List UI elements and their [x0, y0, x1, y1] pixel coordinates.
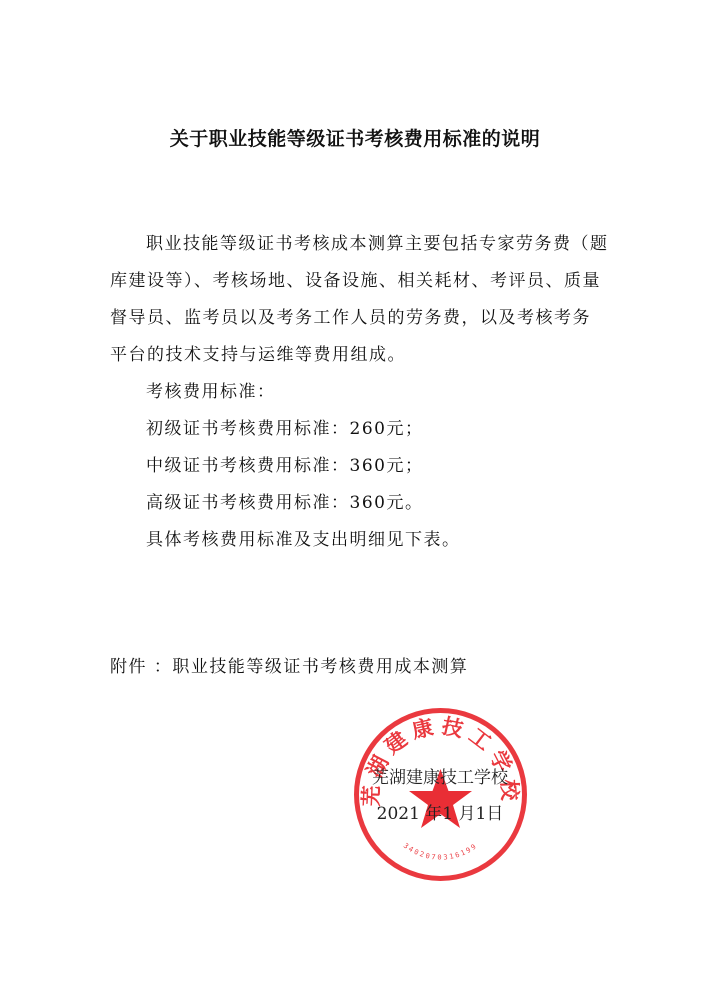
document-body — [110, 226, 610, 559]
intro-paragraph: 职业技能等级证书考核成本测算主要包括专家劳务费（题库建设等）、考核场地、设备设施、相关耗材、考评员、质量督导员、监考员以及考务工作人员的劳务费，以及考核考务 平台的技术支持与运维等费用组成。 — [110, 234, 609, 365]
seal-arc-text: 芜湖建康技工学校 — [358, 712, 523, 807]
fee-heading: 考核费用标准： — [146, 382, 276, 402]
closing-note: 具体考核费用标准及支出明细见下表。 — [146, 530, 461, 550]
signature-date: 2021 年1 月1日 — [376, 804, 504, 824]
document-title: 关于职业技能等级证书考核费用标准的说明 — [169, 128, 541, 150]
fee-intermediate-line: 中级证书考核费用标准：360元； — [146, 456, 424, 476]
seal-serial-number: 3402070316199 — [401, 841, 480, 862]
school-name: 芜湖建康技工学校 — [372, 768, 508, 788]
signature-block — [355, 760, 525, 832]
attachment-line: 附件 ：职业技能等级证书考核费用成本测算 — [110, 657, 469, 677]
fee-senior-line: 高级证书考核费用标准：360元。 — [146, 493, 424, 513]
fee-primary-line: 初级证书考核费用标准：260元； — [146, 419, 424, 439]
